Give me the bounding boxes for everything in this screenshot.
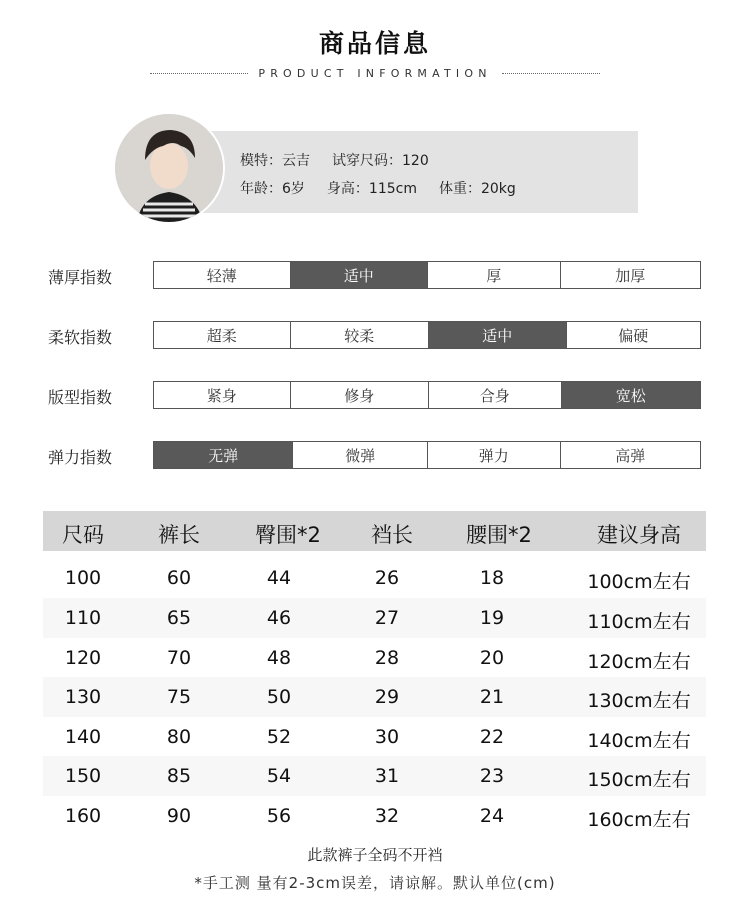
size-table-header-cell: 腰围*2 xyxy=(466,523,532,547)
divider-left xyxy=(150,73,248,74)
index-option: 轻薄 xyxy=(206,266,237,285)
size-table-row xyxy=(43,756,706,796)
size-table-cell: 150 xyxy=(64,765,102,787)
size-table-cell: 80 xyxy=(166,726,192,748)
size-table-cell: 54 xyxy=(266,765,292,787)
model-avatar xyxy=(113,112,225,224)
index-option: 较柔 xyxy=(290,322,429,348)
size-table-cell: 70 xyxy=(166,647,192,669)
index-label-softness: 柔软指数 xyxy=(48,328,113,347)
index-option: 适中 xyxy=(428,322,566,348)
index-option: 弹力 xyxy=(427,442,560,468)
index-row-elasticity xyxy=(153,441,701,469)
size-table-cell: 50 xyxy=(266,686,292,708)
size-table-cell: 150cm左右 xyxy=(587,769,691,791)
size-table-cell: 22 xyxy=(479,726,505,748)
index-option: 合身 xyxy=(428,382,561,408)
size-table-cell: 28 xyxy=(374,647,400,669)
model-line-1 xyxy=(240,150,451,170)
size-table-cell: 90 xyxy=(166,805,192,827)
size-table-cell: 110cm左右 xyxy=(587,611,691,633)
model-height: 身高：115cm xyxy=(326,181,417,197)
size-table-row xyxy=(43,598,706,638)
index-row-fit xyxy=(153,381,701,409)
size-table-header xyxy=(43,511,706,551)
size-table-cell: 24 xyxy=(479,805,505,827)
size-table-cell: 27 xyxy=(374,607,400,629)
size-table-cell: 20 xyxy=(479,647,505,669)
size-table-cell: 19 xyxy=(479,607,505,629)
model-trial-size: 试穿尺码：120 xyxy=(332,153,429,169)
size-table-cell: 48 xyxy=(266,647,292,669)
size-table-cell: 140cm左右 xyxy=(587,730,691,752)
index-row-thickness xyxy=(153,261,701,289)
index-label-thickness: 薄厚指数 xyxy=(48,268,113,287)
index-option: 宽松 xyxy=(561,382,700,408)
size-table-cell: 65 xyxy=(166,607,192,629)
model-weight: 体重：20kg xyxy=(438,181,516,197)
size-table-row xyxy=(43,796,706,836)
model-age: 年龄：6岁 xyxy=(240,181,305,197)
size-table-cell: 75 xyxy=(166,686,192,708)
size-table-cell: 26 xyxy=(374,567,400,589)
size-table-row xyxy=(43,638,706,678)
size-table-cell: 46 xyxy=(266,607,292,629)
size-table-cell: 140 xyxy=(64,726,102,748)
index-option: 加厚 xyxy=(560,262,700,288)
size-table-cell: 29 xyxy=(374,686,400,708)
size-table-cell: 100cm左右 xyxy=(587,571,691,593)
size-table-cell: 100 xyxy=(64,567,102,589)
size-table-cell: 110 xyxy=(64,607,102,629)
size-table-cell: 160 xyxy=(64,805,102,827)
size-table-cell: 30 xyxy=(374,726,400,748)
size-table-header-cell: 裆长 xyxy=(371,523,413,547)
size-table-cell: 21 xyxy=(479,686,505,708)
size-table-cell: 160cm左右 xyxy=(587,809,691,831)
size-table-cell: 56 xyxy=(266,805,292,827)
size-table-header-cell: 尺码 xyxy=(62,523,104,547)
size-table-cell: 52 xyxy=(266,726,292,748)
size-table-cell: 23 xyxy=(479,765,505,787)
model-photo-icon xyxy=(115,114,223,222)
note-measurement-error: *手工测 量有2-3cm误差，请谅解。默认单位(cm) xyxy=(194,874,556,892)
model-info-bar xyxy=(198,131,638,213)
model-line-2 xyxy=(240,178,538,198)
index-option: 紧身 xyxy=(206,386,237,405)
size-table-row xyxy=(43,677,706,717)
index-label-elasticity: 弹力指数 xyxy=(48,448,113,467)
note-no-crotch-opening: 此款裤子全码不开裆 xyxy=(307,846,443,864)
index-option: 适中 xyxy=(290,262,428,288)
size-table-cell: 44 xyxy=(266,567,292,589)
size-table-cell: 130 xyxy=(64,686,102,708)
subtitle-row xyxy=(150,64,600,82)
index-row-softness xyxy=(153,321,701,349)
size-table-cell: 120 xyxy=(64,647,102,669)
size-table-cell: 32 xyxy=(374,805,400,827)
size-table-header-cell: 臀围*2 xyxy=(255,523,321,547)
index-option: 修身 xyxy=(290,382,429,408)
size-table-cell: 60 xyxy=(166,567,192,589)
page-title: 商品信息 xyxy=(318,29,431,58)
size-table-cell: 120cm左右 xyxy=(587,651,691,673)
size-table-header-cell: 裤长 xyxy=(158,523,200,547)
index-option: 高弹 xyxy=(560,442,700,468)
size-table-cell: 31 xyxy=(374,765,400,787)
index-option: 微弹 xyxy=(292,442,427,468)
size-table-row xyxy=(43,717,706,757)
page-subtitle: PRODUCT INFORMATION xyxy=(258,66,492,80)
size-table-header-cell: 建议身高 xyxy=(597,523,681,547)
size-table-cell: 130cm左右 xyxy=(587,690,691,712)
index-label-fit: 版型指数 xyxy=(48,388,113,407)
divider-right xyxy=(502,73,600,74)
index-option: 偏硬 xyxy=(566,322,701,348)
index-option: 超柔 xyxy=(206,326,237,345)
size-table-cell: 85 xyxy=(166,765,192,787)
model-name: 模特：云吉 xyxy=(240,153,310,169)
size-table-cell: 18 xyxy=(479,567,505,589)
index-option: 厚 xyxy=(427,262,560,288)
index-option: 无弹 xyxy=(154,442,292,468)
size-table-row xyxy=(43,558,706,598)
